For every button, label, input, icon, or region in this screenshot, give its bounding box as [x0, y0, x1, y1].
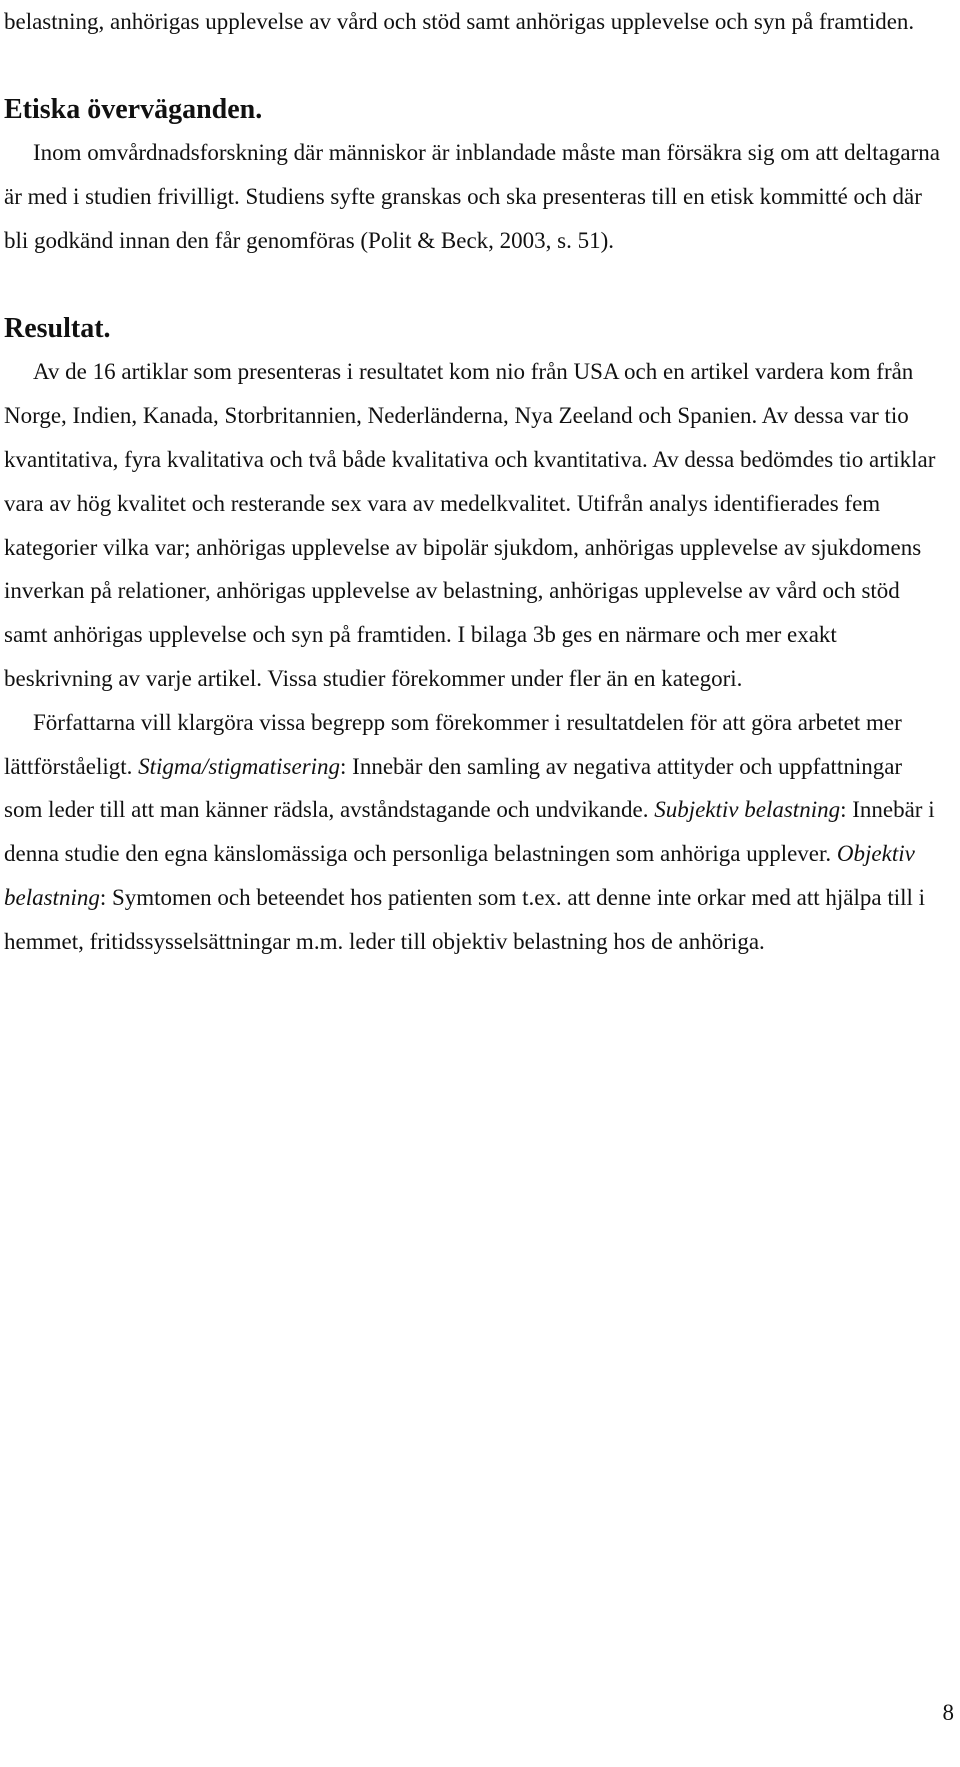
definitions-intro: Författarna vill klargöra vissa begrepp som förekommer i resultatdelen för att göra arbetet mer lättförståeligt. — [4, 709, 902, 779]
intro-paragraph: belastning, anhörigas upplevelse av vård och stöd samt anhörigas upplevelse och syn på framtiden. — [4, 9, 915, 34]
term-subjective-burden: Subjektiv belastning — [654, 797, 841, 823]
spacer — [4, 263, 944, 307]
definition-stigma: : Innebär den samling av negativa attityder och uppfattningar som leder till att man känner rädsla, avståndstagande och undvikande. — [4, 753, 903, 823]
definition-objective-burden: : Symtomen och beteendet hos patienten som t.ex. att denne inte orkar med att hjälpa till i hemmet, fritidssysselsättningar m.m. leder till objektiv belastning hos de anhöriga. — [4, 884, 926, 954]
results-paragraph-1: Av de 16 artiklar som presenteras i resultatet kom nio från USA och en artikel vardera kom från Norge, Indien, Kanada, Storbritannien, Nederländerna, Nya Zeeland och Spanien. Av dessa var tio kvantitativa, fyra kvalitativa och två både kvalitativa och kvantitativa. Av dessa bedömdes tio artiklar vara av hög kvalitet och resterande sex vara av medelkvalitet. Utifrån analys identifierades fem kategorier vilka var; anhörigas upplevelse av bipolär sjukdom, anhörigas upplevelse av sjukdomens inverkan på relationer, anhörigas upplevelse av belastning, anhörigas upplevelse av vård och stöd samt anhörigas upplevelse och syn på framtiden. I bilaga 3b ges en närmare och mer exakt beskrivning av varje artikel. Vissa studier förekommer under fler än en kategori. — [4, 359, 936, 691]
spacer — [4, 44, 944, 88]
ethics-paragraph: Inom omvårdnadsforskning där människor är inblandade måste man försäkra sig om att deltagarna är med i studien frivilligt. Studiens syfte granskas och ska presenteras till en etisk kommitté och där bli godkänd innan den får genomföras (Polit & Beck, 2003, s. 51). — [4, 140, 940, 253]
results-paragraph-2 — [4, 701, 944, 964]
term-stigma: Stigma/stigmatisering — [138, 753, 341, 779]
ethics-heading: Etiska överväganden. — [4, 93, 263, 125]
term-objective-burden: Objektiv belastning — [4, 841, 915, 910]
results-heading: Resultat. — [4, 312, 111, 344]
document-page — [4, 0, 944, 964]
definition-subjective-burden: : Innebär i denna studie den egna känslomässiga och personliga belastningen som anhöriga upplever. — [4, 797, 935, 867]
page-number: 8 — [942, 1700, 954, 1725]
